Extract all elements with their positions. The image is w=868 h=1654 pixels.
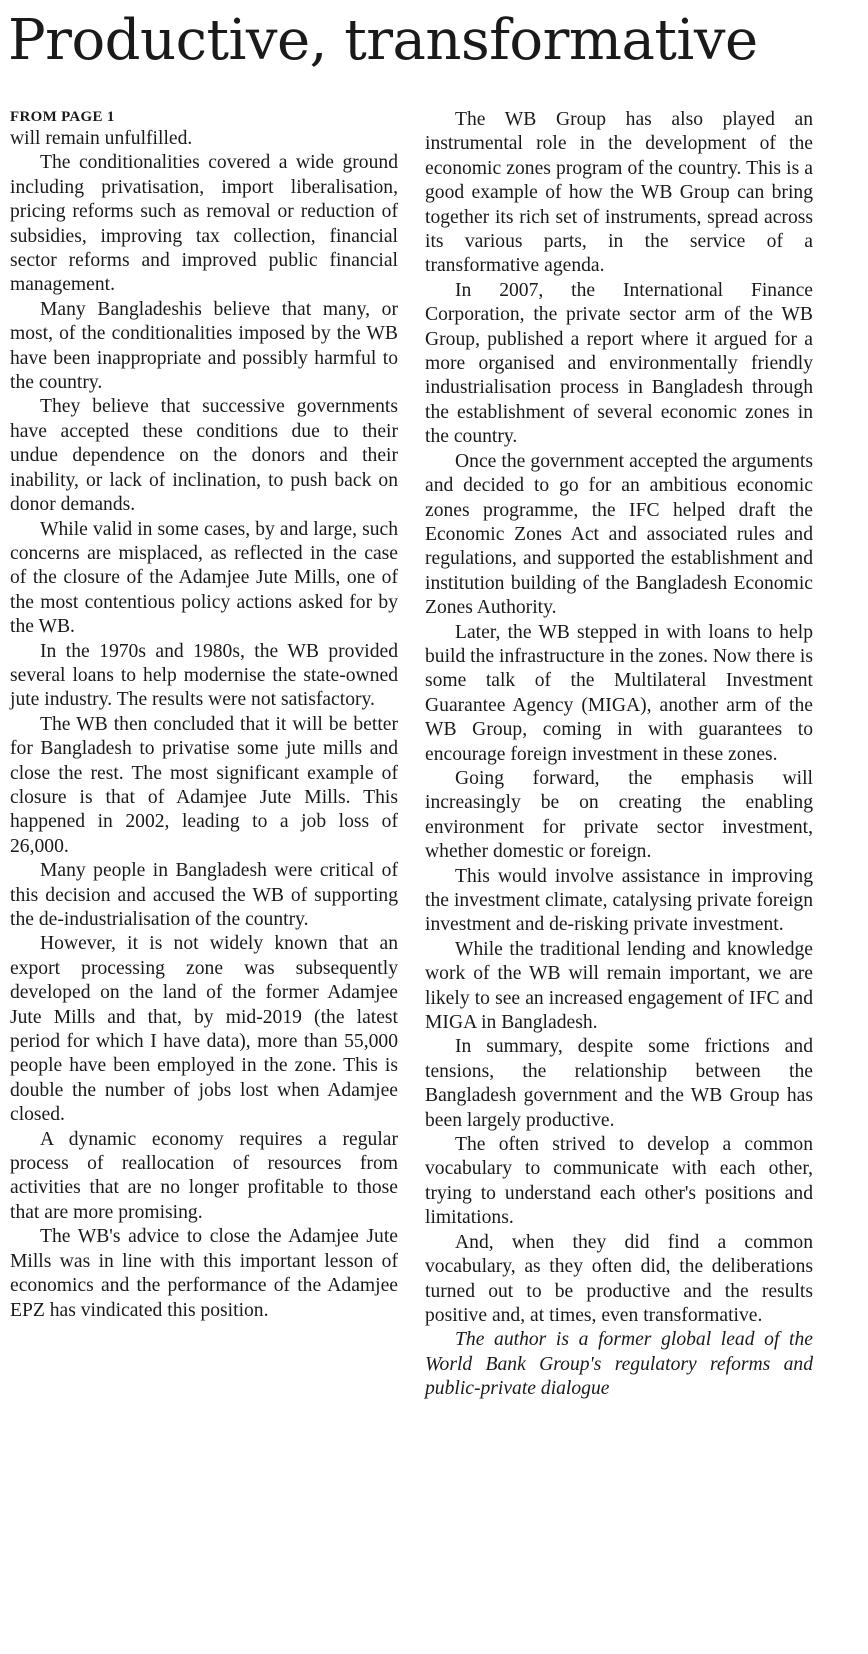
paragraph: Many Bangladeshis believe that many, or most, of the conditionalities imposed by the WB have been inappropriate and possibly harmful to the country. [10,298,398,394]
paragraph: Many people in Bangladesh were critical of this decision and accused the WB of supporting the de-industrialisation of the country. [10,860,398,930]
paragraph: Going forward, the emphasis will increasingly be on creating the enabling environment for private sector investment, whether domestic or foreign. [425,767,813,863]
paragraph: In summary, despite some frictions and tensions, the relationship between the Bangladesh government and the WB Group has been largely productive. [425,1036,813,1131]
author-note: The author is a former global lead of the World Bank Group's regulatory reforms and public-private dialogue [425,1329,813,1400]
paragraph: The WB Group has also played an instrumental role in the development of the economic zones program of the country. This is a good example of how the WB Group can bring together its rich set of instruments, spread across its various parts, in the service of a transformative agenda. [425,109,813,277]
paragraph: While the traditional lending and knowledge work of the WB will remain important, we are likely to see an increased engagement of IFC and MIGA in Bangladesh. [425,938,813,1034]
paragraph: In the 1970s and 1980s, the WB provided several loans to help modernise the state-owned jute industry. The results were not satisfactory. [10,640,398,711]
paragraph: The often strived to develop a common vocabulary to communicate with each other, trying to understand each other's positions and limitations. [425,1134,813,1229]
continued-from-label: FROM PAGE 1 [10,109,115,125]
paragraph: A dynamic economy requires a regular process of reallocation of resources from activities that are no longer profitable to those that are more promising. [10,1128,398,1223]
paragraph: While valid in some cases, by and large, such concerns are misplaced, as reflected in the case of the closure of the Adamjee Jute Mills, one of the most contentious policy actions asked for by the WB. [10,518,398,638]
paragraph: The WB's advice to close the Adamjee Jute Mills was in line with this important lesson of economics and the performance of the Adamjee EPZ has vindicated this position. [10,1226,398,1321]
paragraph: And, when they did find a common vocabulary, as they often did, the deliberations turned out to be productive and the results positive and, at times, even transformative. [425,1231,813,1326]
paragraph: This would involve assistance in improving the investment climate, catalysing private foreign investment and de-risking private investment. [425,865,813,936]
article-headline: Productive, transformative [8,8,758,73]
paragraph: The WB then concluded that it will be better for Bangladesh to privatise some jute mills and close the rest. The most significant example of closure is that of Adamjee Jute Mills. This happened in 2002, leading to a job loss of 26,000. [10,713,398,857]
paragraph: The conditionalities covered a wide ground including privatisation, import liberalisation, pricing reforms such as removal or reduction of subsidies, improving tax collection, financial sector reforms and improved public financial management. [10,152,398,296]
paragraph: However, it is not widely known that an export processing zone was subsequently developed on the land of the former Adamjee Jute Mills and that, by mid-2019 (the latest period for which I have data), more than 55,000 people have been employed in the zone. This is double the number of jobs lost when Adamjee closed. [10,933,398,1126]
paragraph: In 2007, the International Finance Corporation, the private sector arm of the WB Group, published a report where it argued for a more organised and environmentally friendly industrialisation process in Bangladesh through the establishment of several economic zones in the country. [425,279,813,448]
paragraph: Later, the WB stepped in with loans to help build the infrastructure in the zones. Now there is some talk of the Multilateral Investment Guarantee Agency (MIGA), another arm of the WB Group, coming in with guarantees to encourage foreign investment in these zones. [425,621,813,765]
right-column [425,108,813,1402]
paragraph: They believe that successive governments have accepted these conditions due to their undue dependence on the donors and their inability, or lack of inclination, to push back on donor demands. [10,396,398,516]
paragraph: Once the government accepted the arguments and decided to go for an ambitious economic zones programme, the IFC helped draft the Economic Zones Act and associated rules and regulations, and supported the establishment and institution building of the Bangladesh Economic Zones Authority. [425,450,813,619]
left-column [10,108,398,1323]
paragraph: will remain unfulfilled. [10,128,193,149]
